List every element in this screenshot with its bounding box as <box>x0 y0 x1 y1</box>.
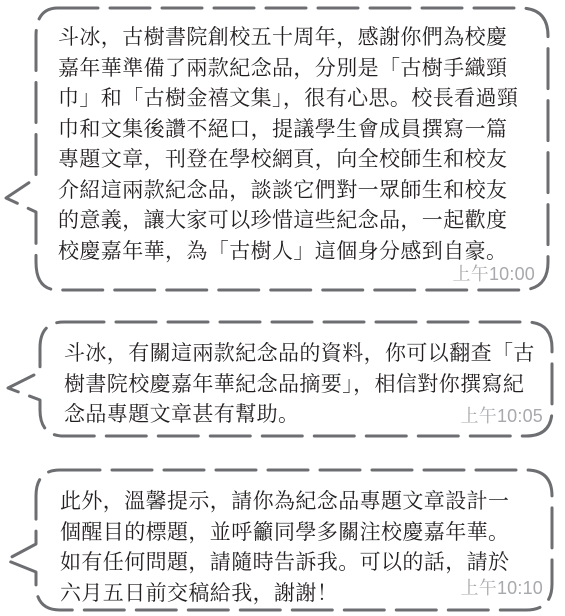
message-timestamp-1: 上午10:00 <box>452 264 535 284</box>
message-line: 此外，溫馨提示，請你為紀念品專題文章設計一 <box>60 489 510 513</box>
message-line: 斗冰，有關這兩款紀念品的資料，你可以翻查「古 <box>64 341 535 365</box>
message-text-3 <box>60 486 509 608</box>
message-line: 如有任何問題，請隨時告訴我。可以的話，請於 <box>60 550 510 574</box>
message-bubble-3 <box>0 464 565 614</box>
message-line: 巾和文集後讚不絕口，提議學生會成員撰寫一篇 <box>58 116 508 141</box>
message-line: 介紹這兩款紀念品，談談它們對一眾師生和校友 <box>58 177 508 202</box>
message-bubble-2 <box>0 316 565 446</box>
message-line: 斗冰，古樹書院創校五十周年，感謝你們為校慶 <box>58 25 508 49</box>
message-line: 嘉年華準備了兩款紀念品，分別是「古樹手織頸 <box>58 55 508 80</box>
message-line: 念品專題文章甚有幫助。 <box>64 402 300 426</box>
message-line: 六月五日前交稿給我，謝謝！ <box>60 580 339 605</box>
message-line: 樹書院校慶嘉年華紀念品摘要」，相信對你撰寫紀 <box>64 371 525 396</box>
message-line: 專題文章，刊登在學校網頁，向全校師生和校友 <box>58 147 508 171</box>
message-text-1 <box>58 22 518 266</box>
message-timestamp-2: 上午10:05 <box>460 406 543 426</box>
message-line: 校慶嘉年華，為「古樹人」這個身分感到自豪。 <box>58 238 508 263</box>
message-bubble-1 <box>0 0 565 300</box>
message-line: 巾」和「古樹金禧文集」，很有心思。校長看過頸 <box>58 86 519 110</box>
message-timestamp-3: 上午10:10 <box>460 578 543 598</box>
message-line: 個醒目的標題，並呼籲同學多關注校慶嘉年華。 <box>60 519 510 544</box>
message-line: 的意義，讓大家可以珍惜這些紀念品，一起歡度 <box>58 208 508 232</box>
